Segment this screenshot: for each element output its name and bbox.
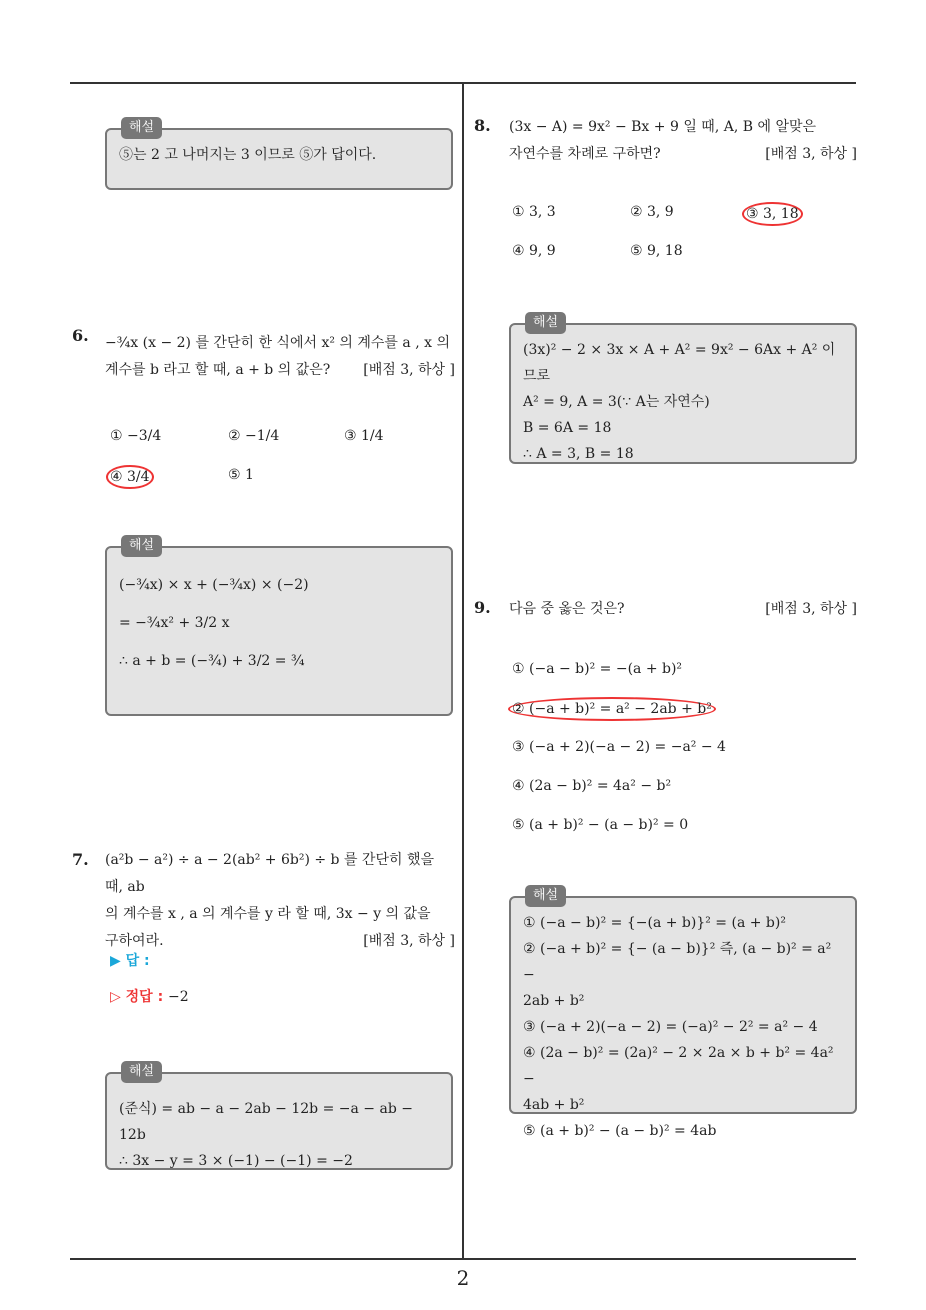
q6-text-line1: −¾x (x − 2) 를 간단히 한 식에서 x² 의 계수를 a , x 의 xyxy=(105,335,450,351)
q7-text-line3: 구하여라. xyxy=(105,933,164,949)
q8-choice-3-mark: ③ 3, 18 xyxy=(742,202,803,226)
q8-text-line2: 자연수를 차례로 구하면? xyxy=(509,146,661,162)
q6-points: [배점 3, 하상 ] xyxy=(363,362,455,378)
q7-number: 7. xyxy=(72,850,89,869)
q7-points: [배점 3, 하상 ] xyxy=(363,933,455,949)
q8-text xyxy=(509,114,857,168)
solution-tag: 해설 xyxy=(121,1061,162,1083)
solution-tag: 해설 xyxy=(525,312,566,334)
q9-text-line1: 다음 중 옳은 것은? xyxy=(509,601,625,617)
q7-text-line2: 의 계수를 x , a 의 계수를 y 라 할 때, 3x − y 의 값을 xyxy=(105,906,431,922)
q7-text xyxy=(105,847,455,955)
q6-choice-4-mark: ④ 3/4 xyxy=(106,465,154,489)
q9-number: 9. xyxy=(474,598,491,617)
q8-solution-line4: ∴ A = 3, B = 18 xyxy=(523,446,634,462)
q8-choice-1[interactable]: ① 3, 3 xyxy=(512,204,556,220)
q6-choice-2[interactable]: ② −1/4 xyxy=(228,428,280,444)
q9-choice-5[interactable]: ⑤ (a + b)² − (a − b)² = 0 xyxy=(512,817,689,833)
q8-solution-line2: A² = 9, A = 3(∵ A는 자연수) xyxy=(523,394,710,410)
q6-choice-1[interactable]: ① −3/4 xyxy=(110,428,162,444)
q9-solution-line3: 2ab + b² xyxy=(523,993,585,1009)
q9-text xyxy=(509,596,857,623)
q8-choice-5[interactable]: ⑤ 9, 18 xyxy=(630,243,683,259)
q8-solution-box xyxy=(509,315,857,464)
q8-number: 8. xyxy=(474,116,491,135)
q7-solution-line1: (준식) = ab − a − 2ab − 12b = −a − ab − 12b xyxy=(119,1101,413,1143)
q7-solution-line2: ∴ 3x − y = 3 × (−1) − (−1) = −2 xyxy=(119,1153,353,1169)
q7-answer-label: ▶ 답 : xyxy=(110,953,150,969)
q8-text-line1: (3x − A) = 9x² − Bx + 9 일 때, A, B 에 알맞은 xyxy=(509,119,817,135)
q9-choice-3[interactable]: ③ (−a + 2)(−a − 2) = −a² − 4 xyxy=(512,739,726,755)
q7-solution-box xyxy=(105,1064,453,1170)
q9-choice-4[interactable]: ④ (2a − b)² = 4a² − b² xyxy=(512,778,672,794)
bottom-rule xyxy=(70,1258,856,1260)
q7-correct-label: ▷ 정답 : xyxy=(110,989,164,1005)
solution-tag: 해설 xyxy=(525,885,566,907)
q9-solution-line7: ⑤ (a + b)² − (a − b)² = 4ab xyxy=(523,1123,717,1139)
q7-text-line1: (a²b − a²) ÷ a − 2(ab² + 6b²) ÷ b 를 간단히 했을 때, ab xyxy=(105,852,434,895)
q6-choice-3[interactable]: ③ 1/4 xyxy=(344,428,384,444)
q5-solution-line: ⑤는 2 고 나머지는 3 이므로 ⑤가 답이다. xyxy=(119,147,377,163)
q6-number: 6. xyxy=(72,326,89,345)
q8-choice-2[interactable]: ② 3, 9 xyxy=(630,204,674,220)
q8-points: [배점 3, 하상 ] xyxy=(765,146,857,162)
q6-choice-4[interactable] xyxy=(110,465,154,489)
q8-choice-3[interactable] xyxy=(746,202,803,226)
q6-solution-box xyxy=(105,538,453,716)
q9-solution-line5: ④ (2a − b)² = (2a)² − 2 × 2a × b + b² = 4a² − xyxy=(523,1045,834,1087)
q6-solution-line2: = −¾x² + 3/2 x xyxy=(119,615,230,631)
solution-tag: 해설 xyxy=(121,117,162,139)
q8-solution-line1: (3x)² − 2 × 3x × A + A² = 9x² − 6Ax + A² 이므로 xyxy=(523,342,836,384)
q6-solution-line3: ∴ a + b = (−¾) + 3/2 = ¾ xyxy=(119,653,305,669)
q6-solution-line1: (−¾x) × x + (−¾x) × (−2) xyxy=(119,577,309,593)
q6-text-line2: 계수를 b 라고 할 때, a + b 의 값은? xyxy=(105,362,331,378)
solution-tag: 해설 xyxy=(121,535,162,557)
q9-solution-line6: 4ab + b² xyxy=(523,1097,585,1113)
page-number: 2 xyxy=(456,1266,470,1290)
q8-solution-line3: B = 6A = 18 xyxy=(523,420,612,436)
q9-solution-line2: ② (−a + b)² = {− (a − b)}² 즉, (a − b)² = a² − xyxy=(523,941,832,983)
q8-choice-4[interactable]: ④ 9, 9 xyxy=(512,243,556,259)
q7-answer-row[interactable] xyxy=(110,950,150,970)
q9-solution-box xyxy=(509,888,857,1139)
q7-correct-value: −2 xyxy=(168,989,189,1005)
q6-choice-5[interactable]: ⑤ 1 xyxy=(228,467,254,483)
q9-choice-2[interactable] xyxy=(512,697,716,721)
q9-choice-2-mark: ② (−a + b)² = a² − 2ab + b² xyxy=(508,697,716,721)
q7-correct-row xyxy=(110,986,189,1006)
q6-text xyxy=(105,330,455,384)
column-divider xyxy=(462,83,464,1258)
q5-solution-box xyxy=(105,120,453,190)
q9-points: [배점 3, 하상 ] xyxy=(765,601,857,617)
q9-solution-line1: ① (−a − b)² = {−(a + b)}² = (a + b)² xyxy=(523,915,786,931)
q9-choice-1[interactable]: ① (−a − b)² = −(a + b)² xyxy=(512,661,683,677)
q9-solution-line4: ③ (−a + 2)(−a − 2) = (−a)² − 2² = a² − 4 xyxy=(523,1019,818,1035)
